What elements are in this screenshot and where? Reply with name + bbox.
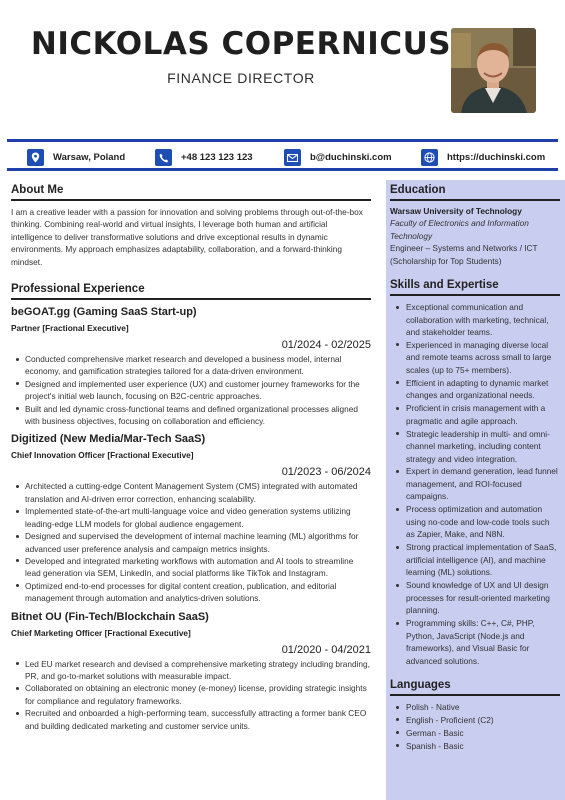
skills-heading: Skills and Expertise: [390, 279, 560, 296]
main-column: [11, 184, 371, 732]
skill-item: Strategic leadership in multi- and omni-channel marketing, including content strategy and video integration.: [390, 428, 560, 466]
language-item: Spanish - Basic: [390, 740, 560, 753]
resume-header: [0, 0, 565, 140]
education-school: Warsaw University of Technology: [390, 206, 522, 216]
contact-bar: [7, 139, 558, 171]
job-bullet: Collaborated on obtaining an electronic money (e-money) license, providing strategic insights for compliance and regulatory frameworks.: [11, 682, 371, 707]
job-bullets: [11, 480, 371, 604]
job-bullet: Built and led dynamic cross-functional teams and defined organizational processes aligned with business objectives, focusing on collaboration and efficiency.: [11, 403, 371, 428]
skill-item: Exceptional communication and collaboration with marketing, technical, and stakeholder teams.: [390, 301, 560, 339]
location-pin-icon: [27, 149, 44, 166]
skill-item: Sound knowledge of UX and UI design processes for result-oriented marketing planning.: [390, 579, 560, 617]
globe-icon: [421, 149, 438, 166]
job-bullet: Designed and supervised the development of internal machine learning (ML) algorithms for advanced user preference analysis and campaign metrics insights.: [11, 530, 371, 555]
language-item: German - Basic: [390, 727, 560, 740]
sidebar-column: [390, 184, 560, 753]
job-bullet: Conducted comprehensive market research and developed a business model, internal economy, and gamification strategies tailored for a data-driven environment.: [11, 353, 371, 378]
job-bullets: [11, 658, 371, 732]
job-entry: [11, 611, 371, 732]
skill-item: Strong practical implementation of SaaS, artificial intelligence (AI), and machine learning (ML) solutions.: [390, 541, 560, 579]
website-text[interactable]: https://duchinski.com: [447, 152, 546, 163]
language-item: Polish - Native: [390, 701, 560, 714]
job-bullet: Architected a cutting-edge Content Management System (CMS) integrated with automated translation and AI-driven error correction, enhancing scalability.: [11, 480, 371, 505]
phone-icon: [155, 149, 172, 166]
job-entry: [11, 306, 371, 427]
experience-heading: Professional Experience: [11, 283, 371, 300]
candidate-name: NICKOLAS COPERNICUS: [30, 26, 452, 62]
languages-heading: Languages: [390, 679, 560, 696]
skill-item: Efficient in adapting to dynamic market changes and organizational needs.: [390, 377, 560, 402]
job-company: beGOAT.gg (Gaming SaaS Start-up): [11, 306, 197, 319]
contact-website: [421, 149, 545, 166]
profile-photo: [451, 28, 536, 113]
languages-list: [390, 701, 560, 752]
skill-item: Programming skills: C++, C#, PHP, Python, JavaScript (Node.js and frameworks), and Visual Basic for advanced solutions.: [390, 617, 560, 667]
education-degree: Engineer – Systems and Networks / ICT (Scholarship for Top Students): [390, 243, 538, 266]
job-title: FINANCE DIRECTOR: [167, 70, 315, 86]
location-text: Warsaw, Poland: [53, 152, 126, 163]
job-bullet: Optimized end-to-end processes for digital content creation, publication, and editorial management through automation and analytics-driven solutions.: [11, 580, 371, 605]
job-bullet: Recruited and onboarded a high-performing team, successfully attracting a former bank CEO and building dedicated marketing and customer service units.: [11, 707, 371, 732]
skills-list: [390, 301, 560, 667]
job-company: Digitized (New Media/Mar-Tech SaaS): [11, 433, 206, 446]
job-dates: 01/2023 - 06/2024: [281, 466, 371, 479]
job-bullet: Led EU market research and devised a comprehensive marketing strategy including branding, PR, and go-to-market solutions with measurable impact.: [11, 658, 371, 683]
about-heading: About Me: [11, 184, 371, 201]
job-entry: [11, 433, 371, 604]
skill-item: Experienced in managing diverse local and remote teams across small to large scales (up to 75+ members).: [390, 339, 560, 377]
email-text[interactable]: b@duchinski.com: [310, 152, 392, 163]
contact-email: [284, 149, 392, 166]
phone-text[interactable]: +48 123 123 123: [181, 152, 253, 163]
job-bullet: Designed and implemented user experience (UX) and customer journey frameworks for the project's initial web launch, focusing on B2C-centric approaches.: [11, 378, 371, 403]
about-text: I am a creative leader with a passion for innovation and solving problems through out-of-the-box thinking. Combining real-world and virtual insights, I leverage both human and artificial intelligence to deliver transformative solutions and drive exceptional results in dynamic environments. My approach emphasizes adaptability, collaboration, and a forward-thinking mindset.: [11, 207, 363, 267]
email-icon: [284, 149, 301, 166]
job-bullets: [11, 353, 371, 427]
skill-item: Proficient in crisis management with a pragmatic and agile approach.: [390, 402, 560, 427]
job-role: Chief Marketing Officer [Fractional Executive]: [11, 627, 191, 638]
education-heading: Education: [390, 184, 560, 201]
skill-item: Process optimization and automation using no-code and low-code tools such as Zapier, Make, and N8N.: [390, 503, 560, 541]
language-item: English - Proficient (C2): [390, 714, 560, 727]
job-bullet: Implemented state-of-the-art multi-language voice and video generation systems utilizing leading-edge LLM models for global audience engagement.: [11, 505, 371, 530]
contact-location: [27, 149, 125, 166]
contact-phone: [155, 149, 253, 166]
job-company: Bitnet OU (Fin-Tech/Blockchain SaaS): [11, 610, 209, 623]
job-bullet: Developed and integrated marketing workflows with automation and AI tools to streamline lead generation via SEM, LinkedIn, and social platforms like TikTok and Instagram.: [11, 555, 371, 580]
job-role: Partner [Fractional Executive]: [11, 323, 129, 334]
education-faculty: Faculty of Electronics and Information Technology: [390, 218, 529, 241]
job-role: Chief Innovation Officer [Fractional Executive]: [11, 450, 194, 461]
job-dates: 01/2020 - 04/2021: [281, 643, 371, 656]
skill-item: Expert in demand generation, lead funnel management, and ROI-focused campaigns.: [390, 465, 560, 503]
job-dates: 01/2024 - 02/2025: [281, 339, 371, 352]
